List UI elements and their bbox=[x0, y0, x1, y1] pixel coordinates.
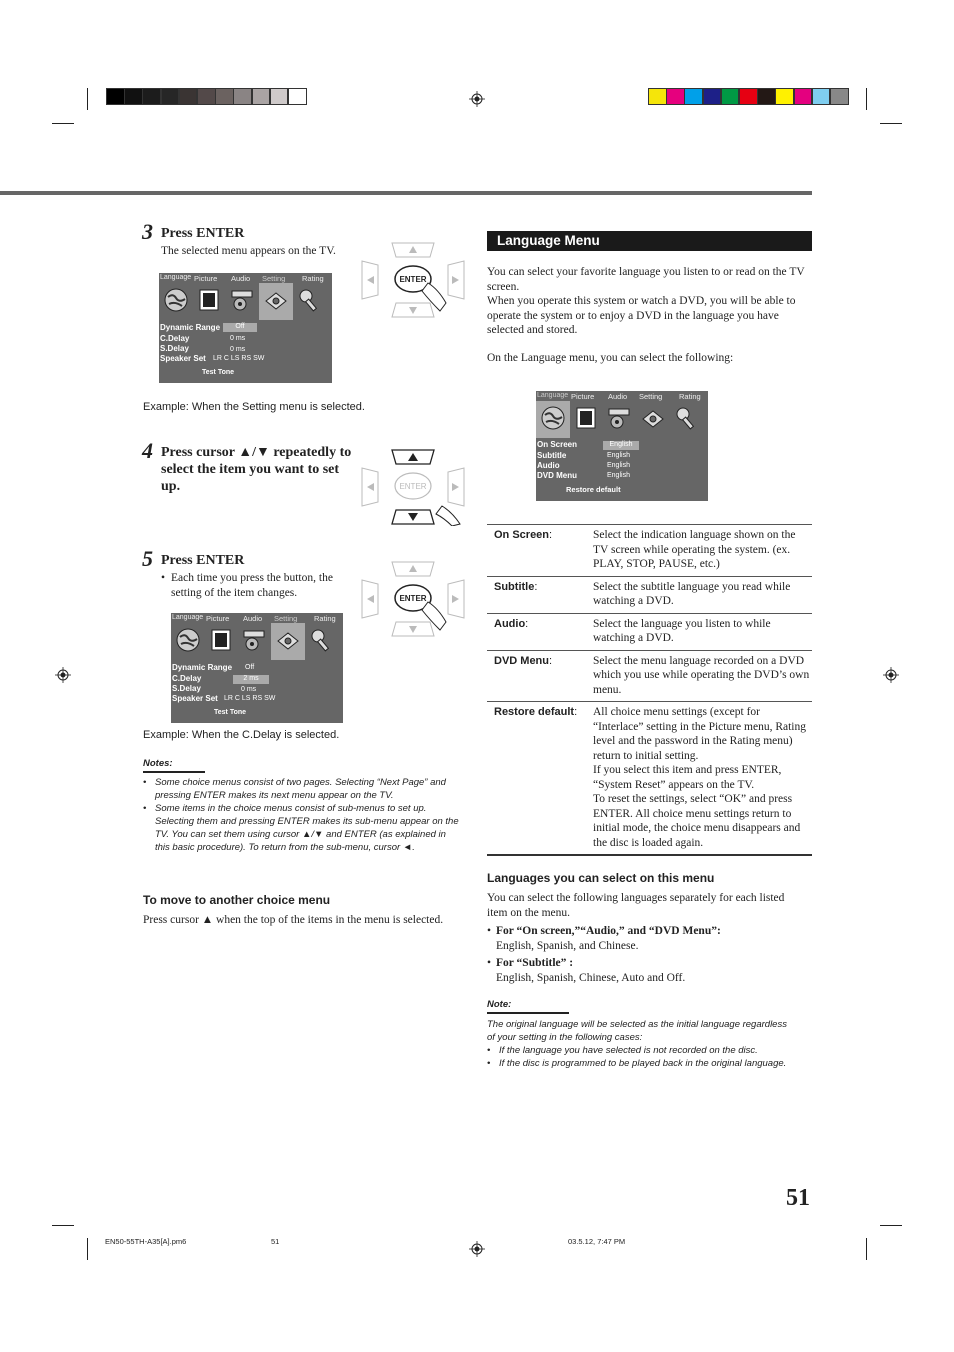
note-body bbox=[487, 1018, 797, 1070]
osd-row-label: S.Delay bbox=[172, 684, 201, 693]
table-row bbox=[487, 576, 812, 613]
note-item: • If the language you have selected is not recorded on the disc. bbox=[487, 1044, 797, 1057]
rating-key-icon bbox=[309, 627, 335, 653]
globe-icon bbox=[163, 287, 189, 313]
osd-row-label: C.Delay bbox=[172, 674, 202, 683]
registration-target-icon bbox=[55, 667, 71, 683]
osd-setting-menu bbox=[171, 613, 343, 723]
intro-paragraph: On the Language menu, you can select the following: bbox=[487, 351, 734, 364]
osd-tab-picture: Picture bbox=[206, 614, 230, 623]
enter-label: ENTER bbox=[399, 275, 427, 284]
languages-bullet bbox=[487, 956, 807, 985]
note-rule bbox=[487, 1012, 569, 1014]
step-bullet bbox=[161, 571, 346, 600]
gray-swatch bbox=[233, 88, 252, 105]
osd-tab-picture: Picture bbox=[194, 274, 218, 283]
rating-key-icon bbox=[674, 405, 700, 431]
table-row bbox=[487, 613, 812, 650]
gray-swatch bbox=[106, 88, 125, 105]
intro-text bbox=[487, 265, 812, 365]
example-caption: Example: When the C.Delay is selected. bbox=[143, 729, 340, 741]
osd-tab-language: Language bbox=[537, 392, 569, 399]
osd-row-label: C.Delay bbox=[160, 334, 190, 343]
color-swatch bbox=[775, 88, 794, 105]
remote-cursor-pad bbox=[360, 448, 466, 526]
table-key: DVD Menu: bbox=[487, 650, 586, 702]
gray-swatch bbox=[142, 88, 161, 105]
osd-row-value: 0 ms bbox=[230, 335, 246, 342]
gray-swatch bbox=[252, 88, 271, 105]
table-desc: Select the menu language recorded on a DVD which you use while operating the DVD’s own menu. bbox=[586, 650, 812, 702]
table-desc: Select the indication language shown on the TV screen while operating the system. (ex. PLAY, STOP, PAUSE, etc.) bbox=[586, 525, 812, 577]
osd-row-value: English bbox=[603, 441, 639, 450]
step-number: 5 bbox=[142, 546, 153, 571]
osd-tab-setting: Setting bbox=[274, 614, 298, 623]
enter-label: ENTER bbox=[399, 594, 427, 603]
step-text: The selected menu appears on the TV. bbox=[161, 245, 336, 257]
osd-row-label: Dynamic Range bbox=[172, 663, 233, 672]
table-key-label: Audio bbox=[494, 617, 526, 630]
setting-icon bbox=[640, 405, 666, 431]
note-item: • Some choice menus consist of two pages. Selecting “Next Page” and pressing ENTER makes its next menu appear on the TV. bbox=[143, 776, 461, 802]
table-key-label: Subtitle bbox=[494, 580, 535, 593]
osd-icon-row bbox=[159, 283, 332, 319]
color-swatch bbox=[721, 88, 740, 105]
osd-tab-language: Language bbox=[160, 274, 192, 281]
intro-paragraph: When you operate this system or watch a DVD, you will be able to operate the system or to enjoy a DVD in the language you have selected and stored. bbox=[487, 295, 796, 336]
note-text: The original language will be selected as the initial language regardless of your setting in the following cases: bbox=[487, 1019, 787, 1043]
bullet-text: English, Spanish, and Chinese. bbox=[496, 939, 639, 952]
color-swatch bbox=[739, 88, 758, 105]
osd-tab-setting: Setting bbox=[639, 392, 663, 401]
osd-tab-audio: Audio bbox=[608, 392, 628, 401]
osd-row-value: English bbox=[607, 452, 630, 459]
gray-swatch bbox=[124, 88, 143, 105]
table-key: Restore default: bbox=[487, 702, 586, 856]
picture-icon bbox=[196, 287, 222, 313]
setting-icon bbox=[275, 627, 301, 653]
color-swatch bbox=[812, 88, 831, 105]
crop-mark bbox=[880, 1225, 902, 1226]
crop-mark bbox=[87, 1238, 88, 1260]
osd-row-label: DVD Menu bbox=[537, 471, 577, 480]
osd-tabs bbox=[171, 613, 343, 623]
osd-tab-rating: Rating bbox=[314, 614, 336, 623]
osd-row-value: Off bbox=[223, 323, 257, 332]
notes-list bbox=[143, 776, 461, 854]
osd-row-value: LR C LS RS SW bbox=[224, 695, 276, 702]
move-heading: To move to another choice menu bbox=[143, 893, 331, 907]
audio-icon bbox=[229, 287, 255, 313]
registration-target-icon bbox=[469, 1241, 485, 1257]
osd-restore-default-button: Restore default bbox=[566, 485, 621, 494]
bullet-dot: • bbox=[487, 925, 492, 937]
table-row bbox=[487, 650, 812, 702]
table-desc bbox=[586, 702, 812, 856]
step-number: 3 bbox=[142, 219, 153, 244]
globe-icon bbox=[540, 405, 566, 431]
notes-rule bbox=[143, 771, 205, 773]
bullet-dot: • bbox=[487, 957, 492, 969]
registration-target-icon bbox=[469, 91, 485, 107]
intro-paragraph: You can select your favorite language you listen to or read on the TV screen. bbox=[487, 266, 805, 293]
osd-tab-picture: Picture bbox=[571, 392, 595, 401]
notes-heading: Notes: bbox=[143, 758, 173, 769]
remote-enter-pad bbox=[360, 560, 466, 638]
osd-tab-setting: Setting bbox=[262, 274, 286, 283]
table-key: On Screen: bbox=[487, 525, 586, 577]
osd-tabs bbox=[536, 391, 708, 401]
step-title: Press ENTER bbox=[161, 553, 245, 568]
osd-row-label: Speaker Set bbox=[160, 354, 206, 363]
color-swatch bbox=[757, 88, 776, 105]
color-swatch bbox=[648, 88, 667, 105]
table-row bbox=[487, 702, 812, 856]
bullet-text: English, Spanish, Chinese, Auto and Off. bbox=[496, 971, 686, 984]
languages-heading: Languages you can select on this menu bbox=[487, 871, 715, 885]
gray-swatch bbox=[288, 88, 307, 105]
note-item: • If the disc is programmed to be played back in the original language. bbox=[487, 1057, 797, 1070]
example-caption: Example: When the Setting menu is selected. bbox=[143, 401, 365, 413]
table-key-label: On Screen bbox=[494, 529, 550, 541]
crop-mark bbox=[52, 1225, 74, 1226]
picture-icon bbox=[208, 627, 234, 653]
languages-text: You can select the following languages separately for each listed item on the menu. bbox=[487, 892, 785, 919]
gray-swatch bbox=[270, 88, 289, 105]
step-bullet-text: Each time you press the button, the setting of the item changes. bbox=[171, 572, 333, 599]
osd-row-label: Subtitle bbox=[537, 451, 567, 460]
table-desc-paragraph: All choice menu settings (except for “Interlace” setting in the Picture menu, Rating level and the password in the Rating menu) return to initial setting. bbox=[593, 706, 806, 762]
osd-tab-rating: Rating bbox=[679, 392, 701, 401]
color-swatch bbox=[794, 88, 813, 105]
setting-icon bbox=[263, 287, 289, 313]
osd-setting-menu bbox=[159, 273, 332, 383]
languages-bullet bbox=[487, 924, 807, 953]
registration-target-icon bbox=[883, 667, 899, 683]
table-desc-paragraph: To reset the settings, select “OK” and press ENTER. All choice menu settings return to initial mode, the choice menu disappears and the disc is loaded again. bbox=[593, 793, 801, 849]
table-key-label: Restore default bbox=[494, 706, 575, 718]
language-menu-title: Language Menu bbox=[487, 231, 812, 251]
table-key-label: DVD Menu bbox=[494, 654, 549, 667]
gray-swatch bbox=[161, 88, 180, 105]
osd-test-tone-button: Test Tone bbox=[202, 369, 235, 376]
crop-mark bbox=[52, 123, 74, 124]
crop-mark bbox=[866, 88, 867, 110]
osd-row-value: 2 ms bbox=[233, 675, 269, 684]
osd-row-value: 0 ms bbox=[241, 686, 257, 693]
page-number: 51 bbox=[786, 1185, 810, 1211]
osd-icon-row bbox=[171, 623, 343, 659]
crop-mark bbox=[866, 1238, 867, 1260]
color-swatch bbox=[703, 88, 722, 105]
enter-label: ENTER bbox=[399, 482, 427, 491]
color-swatch bbox=[830, 88, 849, 105]
osd-tabs bbox=[159, 273, 332, 283]
note-heading: Note: bbox=[487, 999, 512, 1010]
language-items-table bbox=[487, 524, 812, 856]
gray-swatch bbox=[215, 88, 234, 105]
bullet-dot: • bbox=[161, 572, 166, 584]
osd-test-tone-button: Test Tone bbox=[214, 709, 247, 716]
osd-row-label: Dynamic Range bbox=[160, 323, 221, 332]
color-swatch bbox=[666, 88, 685, 105]
osd-tab-rating: Rating bbox=[302, 274, 324, 283]
osd-icon-row bbox=[536, 401, 708, 437]
osd-row-label: Audio bbox=[537, 461, 560, 470]
crop-mark bbox=[87, 88, 88, 110]
osd-row-value: English bbox=[607, 472, 630, 479]
remote-enter-pad bbox=[360, 241, 466, 319]
globe-icon bbox=[175, 627, 201, 653]
table-key: Subtitle: bbox=[487, 576, 586, 613]
osd-row-value: Off bbox=[245, 664, 255, 671]
step-number: 4 bbox=[142, 438, 153, 463]
picture-icon bbox=[573, 405, 599, 431]
gray-swatch bbox=[197, 88, 216, 105]
table-desc-paragraph: If you select this item and press ENTER, “System Reset” appears on the TV. bbox=[593, 764, 782, 791]
osd-row-label: On Screen bbox=[537, 440, 578, 449]
audio-icon bbox=[606, 405, 632, 431]
osd-row-label: S.Delay bbox=[160, 344, 189, 353]
osd-row-label: Speaker Set bbox=[172, 694, 218, 703]
osd-row-value: English bbox=[607, 462, 630, 469]
bullet-title: For “On screen,”“Audio,” and “DVD Menu”: bbox=[496, 925, 721, 937]
footer-date: 03.5.12, 7:47 PM bbox=[568, 1237, 626, 1246]
table-row bbox=[487, 525, 812, 577]
footer-file: EN50-55TH-A35[A].pm6 bbox=[105, 1237, 187, 1246]
table-key: Audio: bbox=[487, 613, 586, 650]
audio-icon bbox=[241, 627, 267, 653]
note-item: • Some items in the choice menus consist of sub-menus to set up. Selecting them and pressing ENTER makes its sub-menu appear on the TV. You can set them using cursor ▲/▼ and ENTER (as explained in this basic procedure). To return from the sub-menu, cursor ◄. bbox=[143, 802, 461, 854]
step-title: Press ENTER bbox=[161, 226, 245, 241]
step-title: Press cursor ▲/▼ repeatedly to select the item you want to set up. bbox=[161, 445, 352, 494]
osd-language-menu bbox=[536, 391, 708, 501]
osd-tab-audio: Audio bbox=[231, 274, 251, 283]
rating-key-icon bbox=[297, 287, 323, 313]
osd-row-value: LR C LS RS SW bbox=[213, 355, 265, 362]
gray-swatch bbox=[179, 88, 198, 105]
move-text: Press cursor ▲ when the top of the items in the menu is selected. bbox=[143, 914, 444, 926]
table-desc: Select the language you listen to while watching a DVD. bbox=[586, 613, 812, 650]
table-desc: Select the subtitle language you read while watching a DVD. bbox=[586, 576, 812, 613]
header-rule bbox=[0, 191, 812, 195]
bullet-title: For “Subtitle” : bbox=[496, 957, 574, 969]
footer-page: 51 bbox=[271, 1237, 280, 1246]
color-swatch bbox=[684, 88, 703, 105]
osd-row-value: 0 ms bbox=[230, 346, 246, 353]
crop-mark bbox=[880, 123, 902, 124]
osd-tab-language: Language bbox=[172, 614, 204, 621]
osd-tab-audio: Audio bbox=[243, 614, 263, 623]
